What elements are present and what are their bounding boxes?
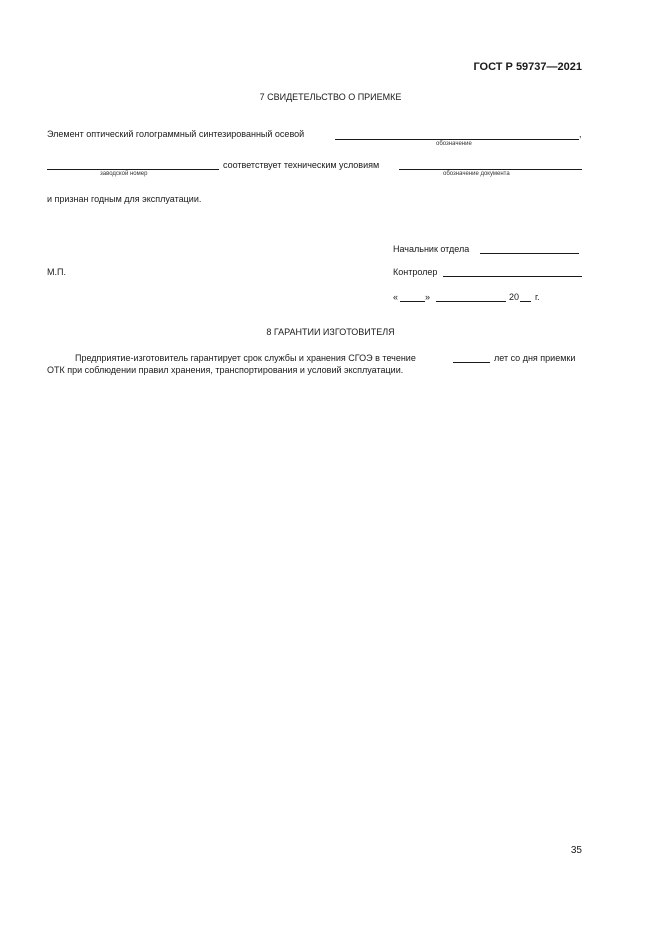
element-label: Элемент оптический голограммный синтезированный осевой <box>47 129 305 139</box>
section-8-title: 8 ГАРАНТИИ ИЗГОТОВИТЕЛЯ <box>266 327 395 337</box>
head-of-dept-label: Начальник отдела <box>393 244 470 254</box>
standard-number: ГОСТ Р 59737—2021 <box>473 61 582 73</box>
date-day-field[interactable] <box>400 301 425 302</box>
date-year-prefix: 20 <box>509 292 520 302</box>
document-caption: обозначение документа <box>443 171 510 177</box>
page-number: 35 <box>570 845 582 856</box>
date-year-field[interactable] <box>520 301 531 302</box>
date-month-field[interactable] <box>436 301 506 302</box>
head-of-dept-signature-field[interactable] <box>480 253 579 254</box>
element-end-comma: , <box>579 129 582 139</box>
serial-number-caption: заводской номер <box>100 171 148 177</box>
controller-label: Контролер <box>393 267 438 277</box>
designation-field[interactable] <box>335 139 579 140</box>
mp-label: М.П. <box>47 267 66 277</box>
date-open-quote: « <box>393 292 399 302</box>
document-designation-field[interactable] <box>399 169 582 170</box>
date-close-quote: » <box>425 292 431 302</box>
warranty-period-field[interactable] <box>453 362 490 363</box>
warranty-text-start: Предприятие-изготовитель гарантирует срок службы и хранения СГОЭ в течение <box>75 353 416 363</box>
serial-number-field[interactable] <box>47 169 219 170</box>
section-7-title: 7 СВИДЕТЕЛЬСТВО О ПРИЕМКЕ <box>259 92 402 102</box>
accepted-text: и признан годным для эксплуатации. <box>47 194 202 204</box>
date-suffix: г. <box>535 292 540 302</box>
controller-signature-field[interactable] <box>443 276 582 277</box>
warranty-text-end: лет со дня приемки <box>494 353 576 363</box>
designation-caption: обозначение <box>436 141 472 147</box>
warranty-text-line2: ОТК при соблюдении правил хранения, транспортирования и условий эксплуатации. <box>47 365 404 375</box>
conforms-text: соответствует техническим условиям <box>223 160 380 170</box>
